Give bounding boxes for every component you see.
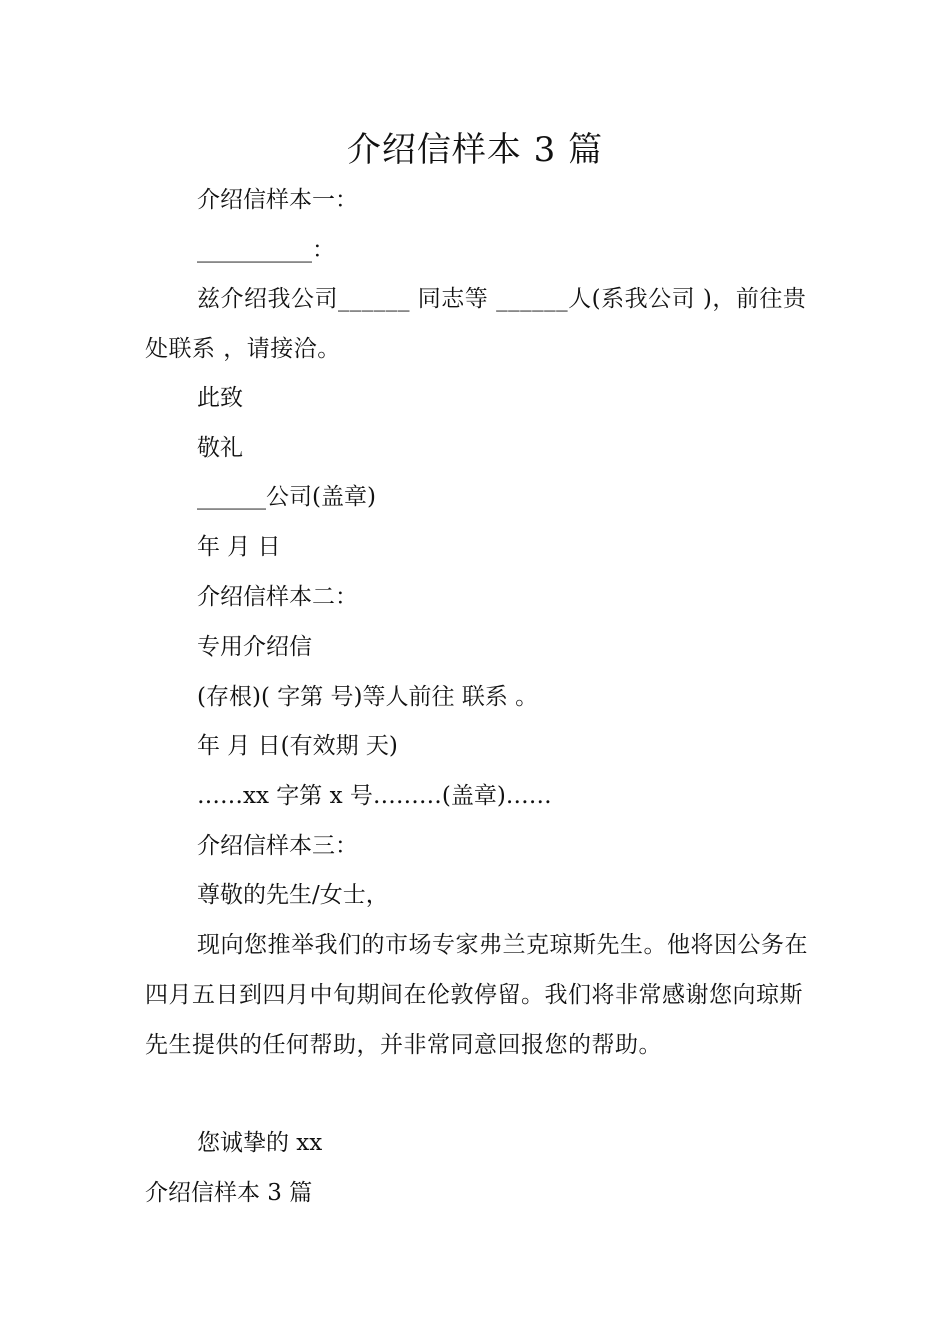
sample1-recipient: __________： xyxy=(197,237,335,263)
sample3-salutation: 尊敬的先生/女士， xyxy=(197,882,389,908)
document-title: 介绍信样本 3 篇 xyxy=(346,130,604,170)
sample1-closing-jingli: 敬礼 xyxy=(197,435,243,461)
sample1-date: 年 月 日 xyxy=(197,534,281,560)
sample3-signoff: 您诚挚的 xx xyxy=(197,1130,323,1156)
sample2-stub: (存根)( 字第 号)等人前往 联系 。 xyxy=(197,684,539,710)
sample2-heading: 介绍信样本二： xyxy=(197,584,358,610)
footer-title: 介绍信样本 3 篇 xyxy=(145,1180,313,1206)
sample3-body: 现向您推举我们的市场专家弗兰克琼斯先生。他将因公务在四月五日到四月中旬期间在伦敦停留。我们将非常感谢您向琼斯先生提供的任何帮助，并非常同意回报您的帮助。 xyxy=(145,932,808,1058)
sample2-subtitle: 专用介绍信 xyxy=(197,634,312,660)
sample2-date-valid: 年 月 日(有效期 天) xyxy=(197,733,398,759)
sample3-heading: 介绍信样本三： xyxy=(197,833,358,859)
sample2-serial: ……xx 字第 x 号………(盖章)…… xyxy=(197,783,552,809)
sample1-body: 兹介绍我公司______ 同志等 ______人(系我公司 )，前往贵处联系 ，请接洽。 xyxy=(145,286,807,362)
sample1-closing-cizhi: 此致 xyxy=(197,385,243,411)
sample1-heading: 介绍信样本一： xyxy=(197,187,358,213)
sample1-signature: ______公司(盖章) xyxy=(197,484,376,510)
